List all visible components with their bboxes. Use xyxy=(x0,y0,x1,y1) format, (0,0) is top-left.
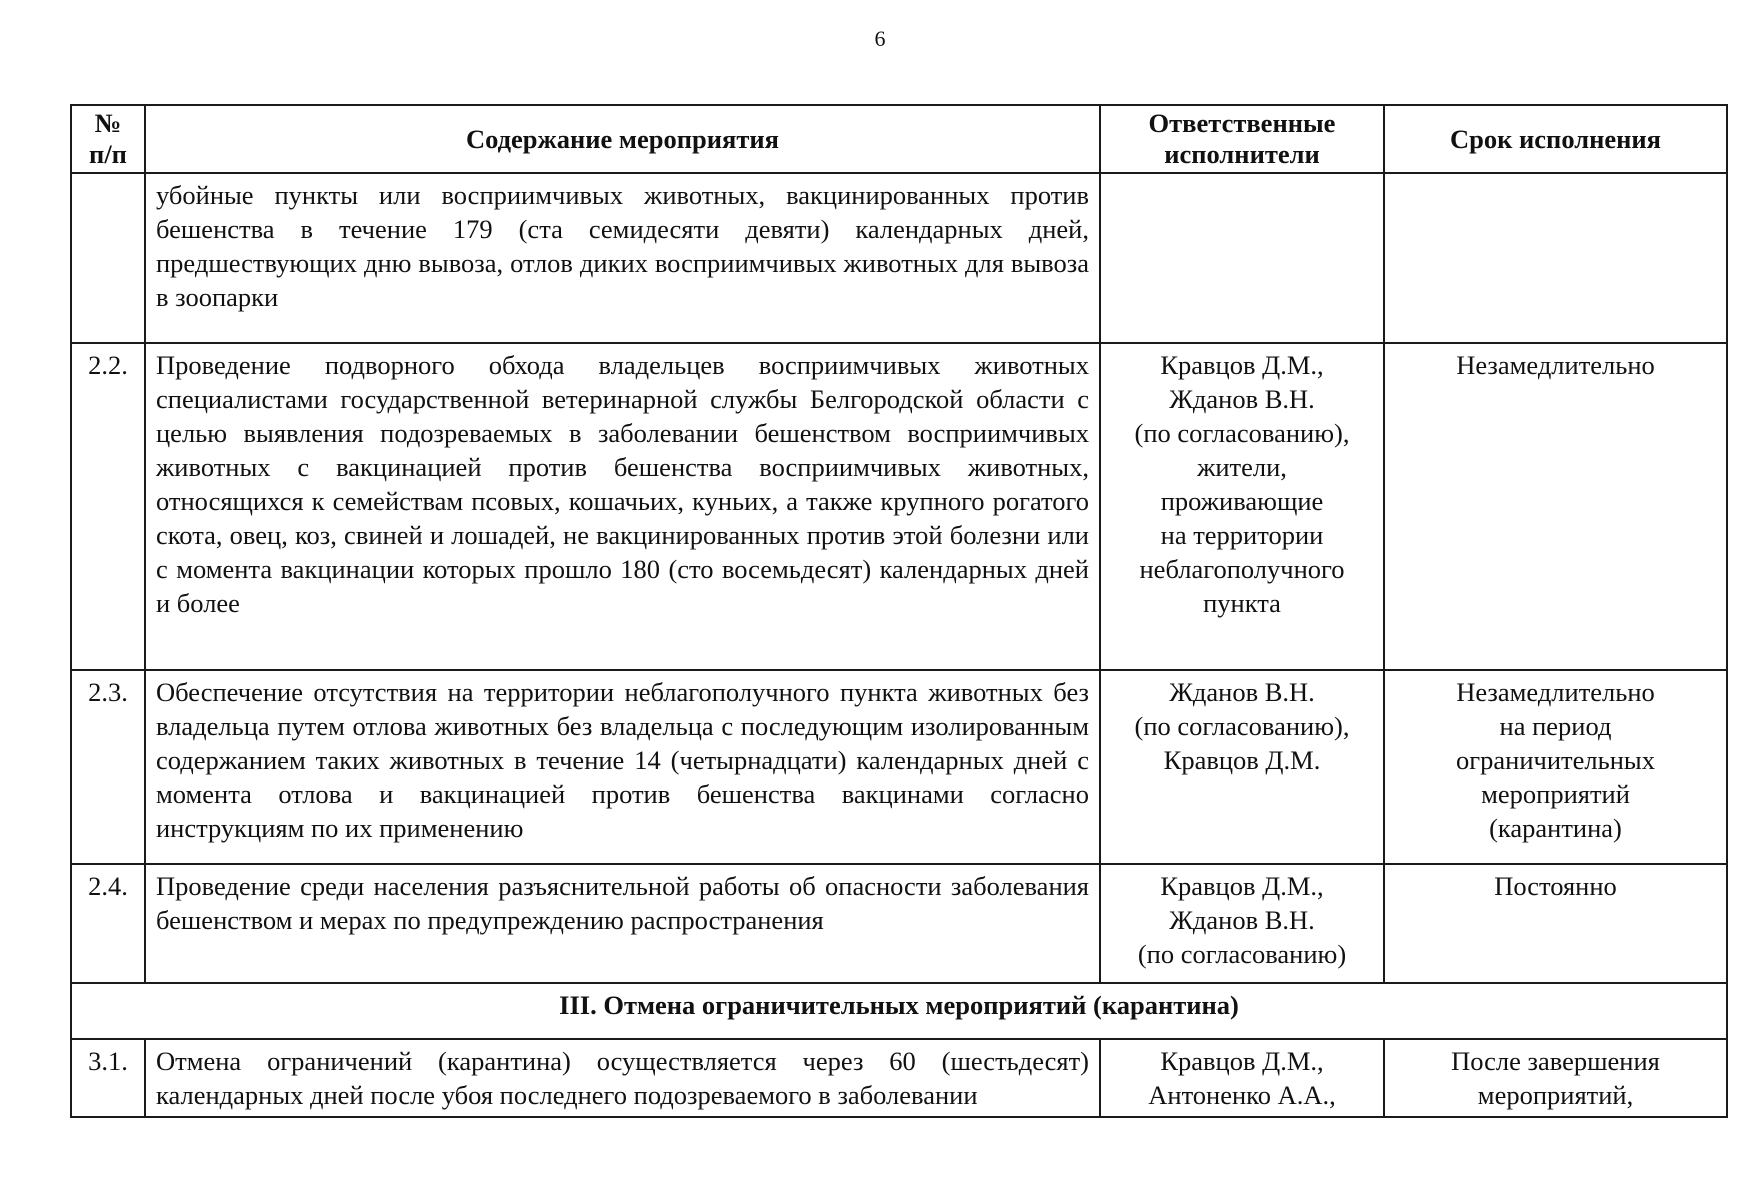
term-line: на период xyxy=(1499,711,1612,741)
section-title: III. Отмена ограничительных мероприятий (карантина) xyxy=(71,983,1727,1039)
row-number-cell: 2.2. xyxy=(71,343,145,670)
responsible-line: Жданов В.Н. xyxy=(1169,677,1315,707)
responsible-line: Антоненко А.А., xyxy=(1148,1080,1336,1110)
header-responsible xyxy=(1100,105,1384,173)
header-number-line1: № xyxy=(94,108,122,138)
measures-table xyxy=(70,104,1728,1118)
row-number-cell xyxy=(71,173,145,343)
row-term-cell xyxy=(1384,670,1727,864)
row-responsible-cell xyxy=(1100,670,1384,864)
table-row xyxy=(71,864,1727,983)
row-number-cell: 2.4. xyxy=(71,864,145,983)
row-term-cell xyxy=(1384,1039,1727,1117)
row-content-cell: Проведение среди населения разъяснительной работы об опасности заболевания бешенством и мерах по предупреждению распространения xyxy=(145,864,1100,983)
table-row xyxy=(71,670,1727,864)
section-header-row xyxy=(71,983,1727,1039)
row-number-cell: 3.1. xyxy=(71,1039,145,1117)
responsible-line: Кравцов Д.М., xyxy=(1160,871,1324,901)
responsible-line: Кравцов Д.М., xyxy=(1160,1046,1324,1076)
row-responsible-cell xyxy=(1100,173,1384,343)
responsible-line: Жданов В.Н. xyxy=(1169,905,1315,935)
responsible-line: (по согласованию), xyxy=(1134,711,1350,741)
responsible-line: жители, xyxy=(1197,452,1287,482)
table-row xyxy=(71,173,1727,343)
header-responsible-line2: исполнители xyxy=(1164,139,1320,169)
header-content: Содержание мероприятия xyxy=(145,105,1100,173)
row-term-cell xyxy=(1384,173,1727,343)
row-term-cell xyxy=(1384,343,1727,670)
row-responsible-cell xyxy=(1100,1039,1384,1117)
row-number-cell: 2.3. xyxy=(71,670,145,864)
row-content-cell: убойные пункты или восприимчивых животных, вакцинированных против бешенства в течение 179 (ста семидесяти девяти) календарных дней, предшествующих дню вывоза, отлов диких восприимчивых животных для вывоза в зоопарки xyxy=(145,173,1100,343)
header-number-line2: п/п xyxy=(89,139,127,169)
table-row xyxy=(71,1039,1727,1117)
row-responsible-cell xyxy=(1100,864,1384,983)
row-responsible-cell xyxy=(1100,343,1384,670)
term-line: Незамедлительно xyxy=(1456,350,1655,380)
responsible-line: (по согласованию), xyxy=(1134,418,1350,448)
term-line: ограничительных xyxy=(1456,745,1655,775)
responsible-line: пункта xyxy=(1203,588,1281,618)
responsible-line: Кравцов Д.М., xyxy=(1160,350,1324,380)
row-content-cell: Обеспечение отсутствия на территории неблагополучного пункта животных без владельца путем отлова животных без владельца с последующим изолированным содержанием таких животных в течение 14 (четырнадцати) календарных дней с момента отлова и вакцинацией против бешенства вакцинами согласно инструкциям по их применению xyxy=(145,670,1100,864)
responsible-line: на территории xyxy=(1160,520,1324,550)
responsible-line: Кравцов Д.М. xyxy=(1163,745,1321,775)
term-line: После завершения xyxy=(1451,1046,1660,1076)
table-row xyxy=(71,343,1727,670)
row-content-cell: Отмена ограничений (карантина) осуществляется через 60 (шестьдесят) календарных дней после убоя последнего подозреваемого в заболевании xyxy=(145,1039,1100,1117)
row-term-cell xyxy=(1384,864,1727,983)
responsible-line: Жданов В.Н. xyxy=(1169,384,1315,414)
header-responsible-line1: Ответственные xyxy=(1148,108,1336,138)
responsible-line: (по согласованию) xyxy=(1137,939,1347,969)
table-header-row xyxy=(71,105,1727,173)
header-term: Срок исполнения xyxy=(1384,105,1727,173)
responsible-line: проживающие xyxy=(1160,486,1324,516)
header-number xyxy=(71,105,145,173)
term-line: Незамедлительно xyxy=(1456,677,1655,707)
term-line: мероприятий xyxy=(1481,779,1630,809)
term-line: мероприятий, xyxy=(1477,1080,1634,1110)
page-number: 6 xyxy=(874,26,886,51)
row-content-cell: Проведение подворного обхода владельцев восприимчивых животных специалистами государственной ветеринарной службы Белгородской области с целью выявления подозреваемых в заболевании бешенством восприимчивых животных с вакцинацией против бешенства восприимчивых животных, относящихся к семействам псовых, кошачьих, куньих, а также крупного рогатого скота, овец, коз, свиней и лошадей, не вакцинированных против этой болезни или с момента вакцинации которых прошло 180 (сто восемьдесят) календарных дней и более xyxy=(145,343,1100,670)
term-line: Постоянно xyxy=(1494,871,1617,901)
responsible-line: неблагополучного xyxy=(1139,554,1345,584)
term-line: (карантина) xyxy=(1489,813,1622,843)
